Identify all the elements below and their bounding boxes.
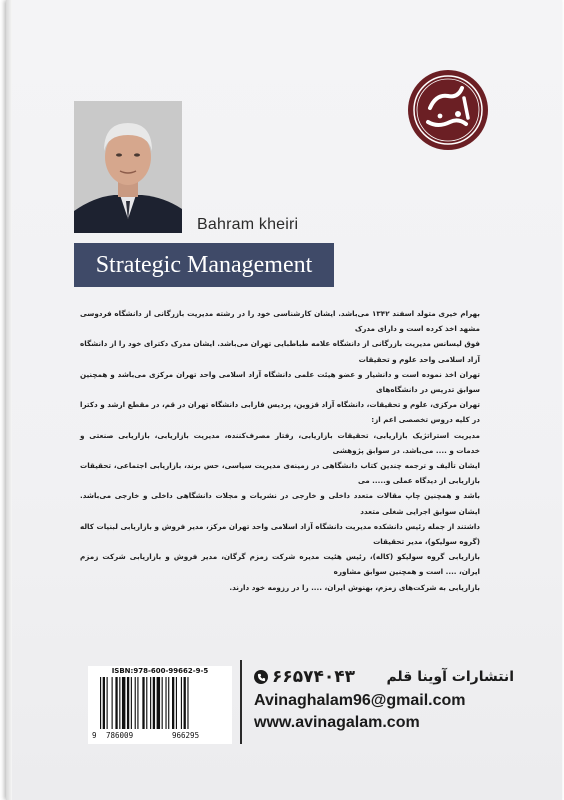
bio-line: باشد و همچنین چاپ مقالات متعدد داخلی و خارجی در نشریات و مجلات دانشگاهی داخلی و خارجی می‌باشد. ایشان سوابق اجرایی شغلی متعدد xyxy=(80,491,480,516)
bio-line: مدیریت استراتژیک بازاریابی، تحقیقات بازاریابی، رفتار مصرف‌کننده، مدیریت بازاریابی، بازاریابی صنعتی و خدمات و .... می‌باشد. در سوابق پژوهشی xyxy=(80,430,480,455)
barcode-bar xyxy=(181,677,182,729)
barcode-bars xyxy=(98,677,226,729)
author-biography xyxy=(80,306,480,595)
barcode-bar xyxy=(142,677,144,729)
author-name: Bahram kheiri xyxy=(197,216,299,233)
author-photo xyxy=(74,101,182,233)
barcode-bar xyxy=(153,677,155,729)
barcode-bar xyxy=(184,677,186,729)
barcode-bar xyxy=(127,677,129,729)
barcode-bar xyxy=(122,677,125,729)
bio-line: تهران اخذ نموده است و دانشیار و عضو هیئت علمی دانشگاه آزاد اسلامی واحد تهران مرکزی می‌باشد و همچنین سوابق تدریس در دانشگاه‌های xyxy=(80,369,480,395)
bio-line: داشتند از جمله رئیس دانشکده مدیریت دانشگاه آزاد اسلامی واحد تهران مرکز، مدیر فروش و بازاریابی لبنیات کاله (گروه سولیکو)، مدیر تحقیقات xyxy=(80,521,480,547)
phone-icon xyxy=(254,670,268,684)
publisher-website: www.avinagalam.com xyxy=(254,714,420,731)
barcode-bar xyxy=(162,677,163,729)
publisher-seal-logo xyxy=(406,68,490,152)
barcode-bar xyxy=(157,677,160,729)
barcode-bar xyxy=(150,677,151,729)
barcode-bar xyxy=(115,677,117,729)
barcode-bar xyxy=(112,677,113,729)
bio-line: فوق لیسانس مدیریت بازرگانی از دانشگاه علامه طباطبایی تهران می‌باشد. ایشان مدرک دکترای خود را از دانشگاه آزاد اسلامی واحد علوم و تحقیقات xyxy=(80,339,480,364)
barcode-bar xyxy=(100,677,101,729)
publisher-logo xyxy=(406,68,490,152)
phone-number: ۶۶۵۷۴۰۴۳ xyxy=(272,667,356,687)
bio-line: بهرام خیری متولد اسفند ۱۳۴۲ می‌باشد. ایشان کارشناسی خود را در رشته مدیریت بازرگانی از دانشگاه فردوسی مشهد اخذ کرده است و دارای مدرک xyxy=(80,309,480,334)
barcode-bar xyxy=(119,677,120,729)
barcode-bar xyxy=(103,677,105,729)
bio-line: بازاریابی به شرکت‌های زمزم، بهنوش ایران، .... را در رزومه خود دارند. xyxy=(229,582,480,592)
book-title: Strategic Management xyxy=(95,251,313,278)
phone-contact xyxy=(254,667,355,687)
author-portrait-image xyxy=(74,101,182,233)
barcode-bar xyxy=(107,677,108,729)
publisher-row xyxy=(254,664,514,690)
barcode-bar xyxy=(165,677,166,729)
barcode-bar xyxy=(131,677,132,729)
bio-line: ایشان تألیف و ترجمه چندین کتاب دانشگاهی در زمینه‌ی مدیریت سیاسی، حس برند، بازاریابی اجتماعی، تحقیقات بازاریابی از دیدگاه عملی و..... می xyxy=(80,461,480,486)
barcode-bar xyxy=(187,677,188,729)
barcode-bar xyxy=(176,677,177,729)
cover-edge xyxy=(6,0,12,800)
publisher-email: Avinaghalam96@gmail.com xyxy=(254,692,466,709)
barcode-bar xyxy=(146,677,147,729)
isbn-label: ISBN:978-600-99662-9-5 xyxy=(111,667,209,675)
book-title-banner xyxy=(74,243,334,287)
barcode-bar xyxy=(135,677,136,729)
barcode-digit-group: 786009 xyxy=(106,731,134,740)
book-back-cover xyxy=(6,0,562,800)
bio-line: تهران مرکزی، علوم و تحقیقات، دانشگاه آزاد قزوین، پردیس فارابی دانشگاه تهران در قم، در مقطع ارشد و دکترا در کلیه دروس تخصصی اعم از: xyxy=(80,400,480,425)
isbn-barcode xyxy=(88,666,232,744)
bio-line: بازاریابی گروه سولیکو (کاله)، رئیس هئیت مدیره شرکت زمزم گرگان، مدیر فروش و بازاریابی شرکت زمزم ایران، .... است و همچنین سوابق مشاوره xyxy=(80,552,480,577)
publisher-name: انتشارات آوینا قلم xyxy=(386,669,514,685)
divider xyxy=(240,660,242,744)
barcode-bar xyxy=(172,677,174,729)
barcode-digit-group: 9 xyxy=(92,731,97,740)
barcode-bar xyxy=(137,677,138,729)
barcode-digit-group: 966295 xyxy=(172,731,200,740)
barcode-digits xyxy=(92,731,232,741)
barcode-bar xyxy=(168,677,169,729)
